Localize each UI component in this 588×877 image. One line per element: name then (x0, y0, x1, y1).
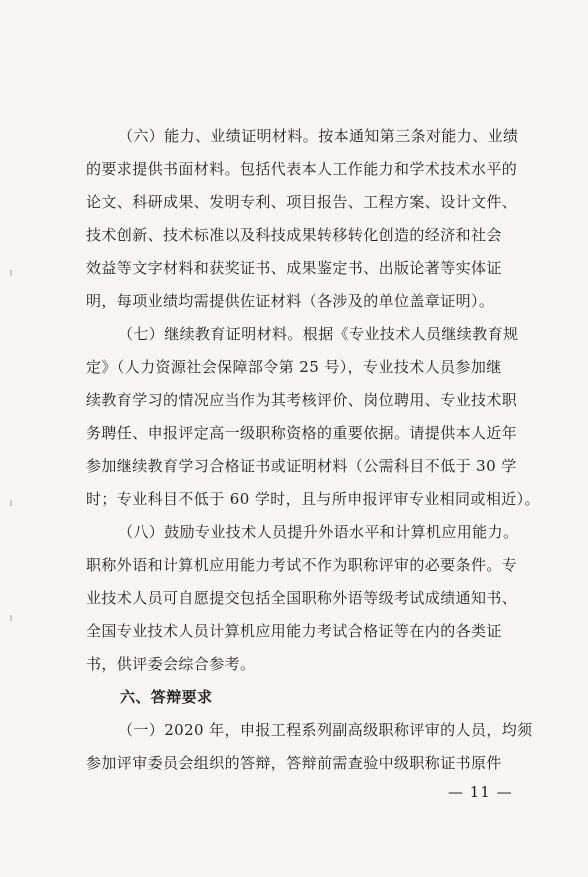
text-line: 参加继续教育学习合格证书或证明材料（公需科目不低于 30 学 (86, 457, 517, 475)
text-line: 时；专业科目不低于 60 学时，且与所申报评审专业相同或相近）。 (86, 490, 540, 508)
text-line: 技术创新、技术标准以及科技成果转移转化创造的经济和社会 (86, 226, 502, 244)
text-line: 论文、科研成果、发明专利、项目报告、工程方案、设计文件、 (86, 193, 518, 211)
page-number: — 11 — (448, 783, 513, 801)
scan-mark (10, 500, 12, 506)
text-line: （一）2020 年，申报工程系列副高级职称评审的人员，均须 (118, 721, 533, 739)
text-line: 明，每项业绩均需提供佐证材料（各涉及的单位盖章证明）。 (86, 292, 495, 310)
text-line: 职称外语和计算机应用能力考试不作为职称评审的必要条件。专 (86, 556, 518, 574)
scan-mark (10, 270, 12, 276)
text-line: 的要求提供书面材料。包括代表本人工作能力和学术技术水平的 (86, 160, 518, 178)
text-line: 书，供评委会综合参考。 (86, 655, 256, 673)
text-line: 续教育学习的情况应当作为其考核评价、岗位聘用、专业技术职 (86, 391, 518, 409)
text-line: （七）继续教育证明材料。根据《专业技术人员继续教育规 (118, 325, 519, 343)
text-line: 业技术人员可自愿提交包括全国职称外语等级考试成绩通知书、 (86, 589, 518, 607)
scan-mark (10, 615, 12, 621)
text-line: 务聘任、申报评定高一级职称资格的重要依据。请提供本人近年 (86, 424, 518, 442)
text-line: 参加评审委员会组织的答辩，答辩前需查验中级职称证书原件 (86, 754, 502, 772)
text-line: 定》（人力资源社会保障部令第 25 号），专业技术人员参加继 (86, 358, 502, 376)
text-line: （八）鼓励专业技术人员提升外语水平和计算机应用能力。 (118, 523, 519, 541)
section-heading: 六、答辩要求 (120, 688, 213, 706)
text-line: （六）能力、业绩证明材料。按本通知第三条对能力、业绩 (118, 127, 519, 145)
text-line: 全国专业技术人员计算机应用能力考试合格证等在内的各类证 (86, 622, 502, 640)
text-line: 效益等文字材料和获奖证书、成果鉴定书、出版论著等实体证 (86, 259, 502, 277)
